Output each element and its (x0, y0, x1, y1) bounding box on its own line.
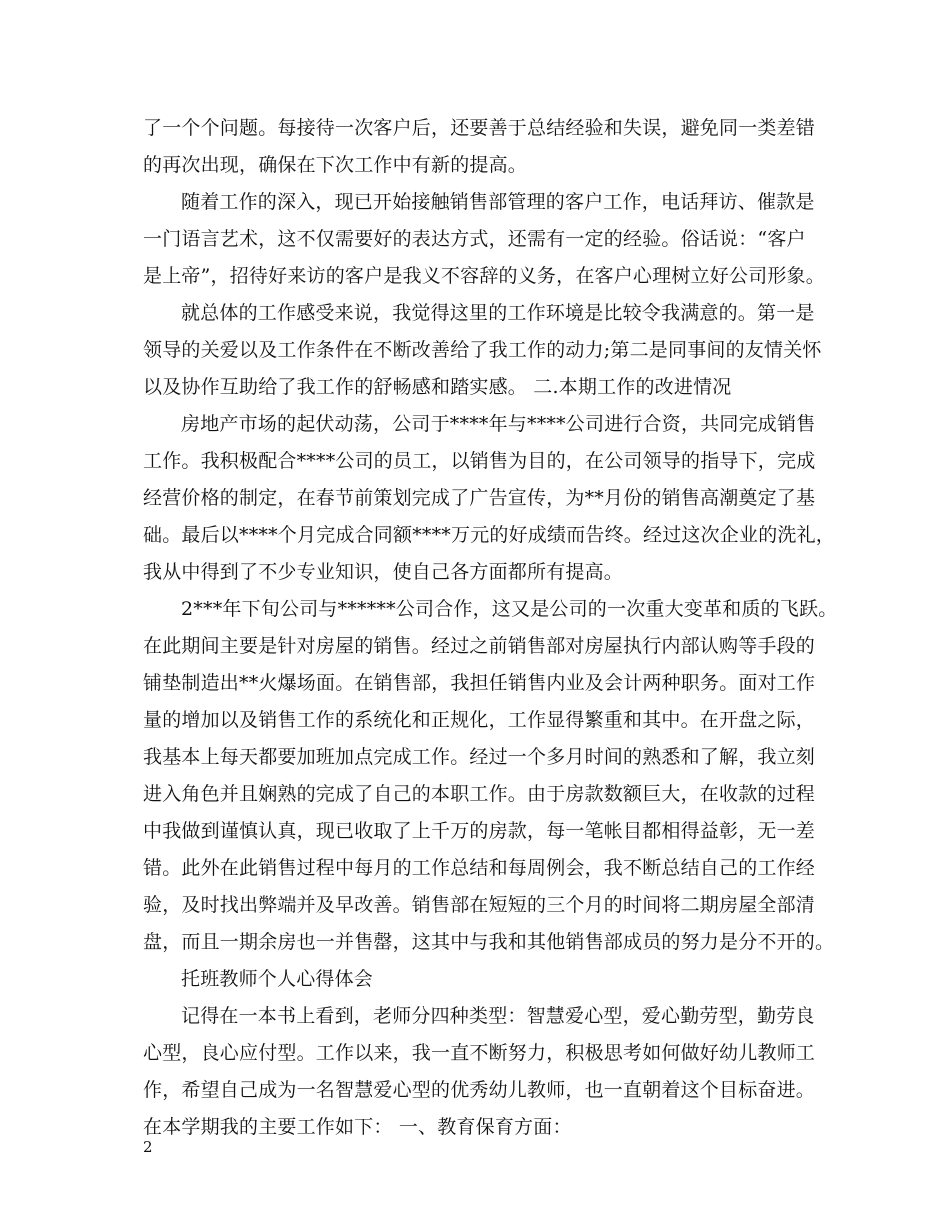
text-line: 我从中得到了不少专业知识，使自己各方面都所有提高。 (143, 561, 624, 583)
paragraph-start-line: 2***年下旬公司与******公司合作，这又是公司的一次重大变革和质的飞跃。 (181, 598, 838, 620)
text-line: 础。最后以****个月完成合同额****万元的好成绩而告终。经过这次企业的洗礼， (143, 524, 836, 546)
text-line: 一门语言艺术，这不仅需要好的表达方式，还需有一定的经验。俗话说：“客户 (143, 228, 806, 250)
text-line: 铺垫制造出**火爆场面。在销售部，我担任销售内业及会计两种职务。面对工作 (143, 672, 816, 694)
paragraph-start-line: 随着工作的深入，现已开始接触销售部管理的客户工作，电话拜访、催款是 (181, 191, 815, 213)
paragraph-start-line: 记得在一本书上看到，老师分四种类型：智慧爱心型，爱心勤劳型，勤劳良 (181, 1005, 815, 1027)
text-line: 进入角色并且娴熟的完成了自己的本职工作。由于房款数额巨大，在收款的过程 (143, 783, 816, 805)
text-line: 经营价格的制定，在春节前策划完成了广告宣传，为**月份的销售高潮奠定了基 (143, 487, 816, 509)
text-line: 错。此外在此销售过程中每月的工作总结和每周例会，我不断总结自己的工作经 (143, 857, 816, 879)
text-line: 是上帝”，招待好来访的客户是我义不容辞的义务，在客户心理树立好公司形象。 (143, 265, 825, 287)
text-line: 心型，良心应付型。工作以来，我一直不断努力，积极思考如何做好幼儿教师工 (143, 1042, 816, 1064)
text-line: 中我做到谨慎认真，现已收取了上千万的房款，每一笔帐目都相得益彰，无一差 (143, 820, 816, 842)
text-line: 验，及时找出弊端并及早改善。销售部在短短的三个月的时间将二期房屋全部清 (143, 894, 816, 916)
text-line: 作，希望自己成为一名智慧爱心型的优秀幼儿教师，也一直朝着这个目标奋进。 (143, 1079, 816, 1101)
page-number: 2 (143, 1138, 153, 1156)
paragraph-start-line: 房地产市场的起伏动荡，公司于****年与****公司进行合资，共同完成销售 (181, 413, 816, 435)
text-line: 以及协作互助给了我工作的舒畅感和踏实感。 二.本期工作的改进情况 (143, 376, 732, 398)
text-line: 工作。我积极配合****公司的员工，以销售为目的，在公司领导的指导下，完成 (143, 450, 816, 472)
text-line: 在此期间主要是针对房屋的销售。经过之前销售部对房屋执行内部认购等手段的 (143, 635, 816, 657)
text-line: 我基本上每天都要加班加点完成工作。经过一个多月时间的熟悉和了解，我立刻 (143, 746, 816, 768)
paragraph-start-line: 就总体的工作感受来说，我觉得这里的工作环境是比较令我满意的。第一是 (181, 302, 815, 324)
text-line: 盘，而且一期余房也一并售罄，这其中与我和其他销售部成员的努力是分不开的。 (143, 931, 835, 953)
text-line: 了一个个问题。每接待一次客户后，还要善于总结经验和失误，避免同一类差错 (143, 117, 816, 139)
section-heading: 托班教师个人心得体会 (181, 968, 374, 990)
text-line: 领导的关爱以及工作条件在不断改善给了我工作的动力;第二是同事间的友情关怀 (143, 339, 822, 361)
text-line: 量的增加以及销售工作的系统化和正规化，工作显得繁重和其中。在开盘之际， (143, 709, 816, 731)
text-line: 在本学期我的主要工作如下： 一、教育保育方面： (143, 1116, 572, 1138)
text-line: 的再次出现，确保在下次工作中有新的提高。 (143, 154, 528, 176)
